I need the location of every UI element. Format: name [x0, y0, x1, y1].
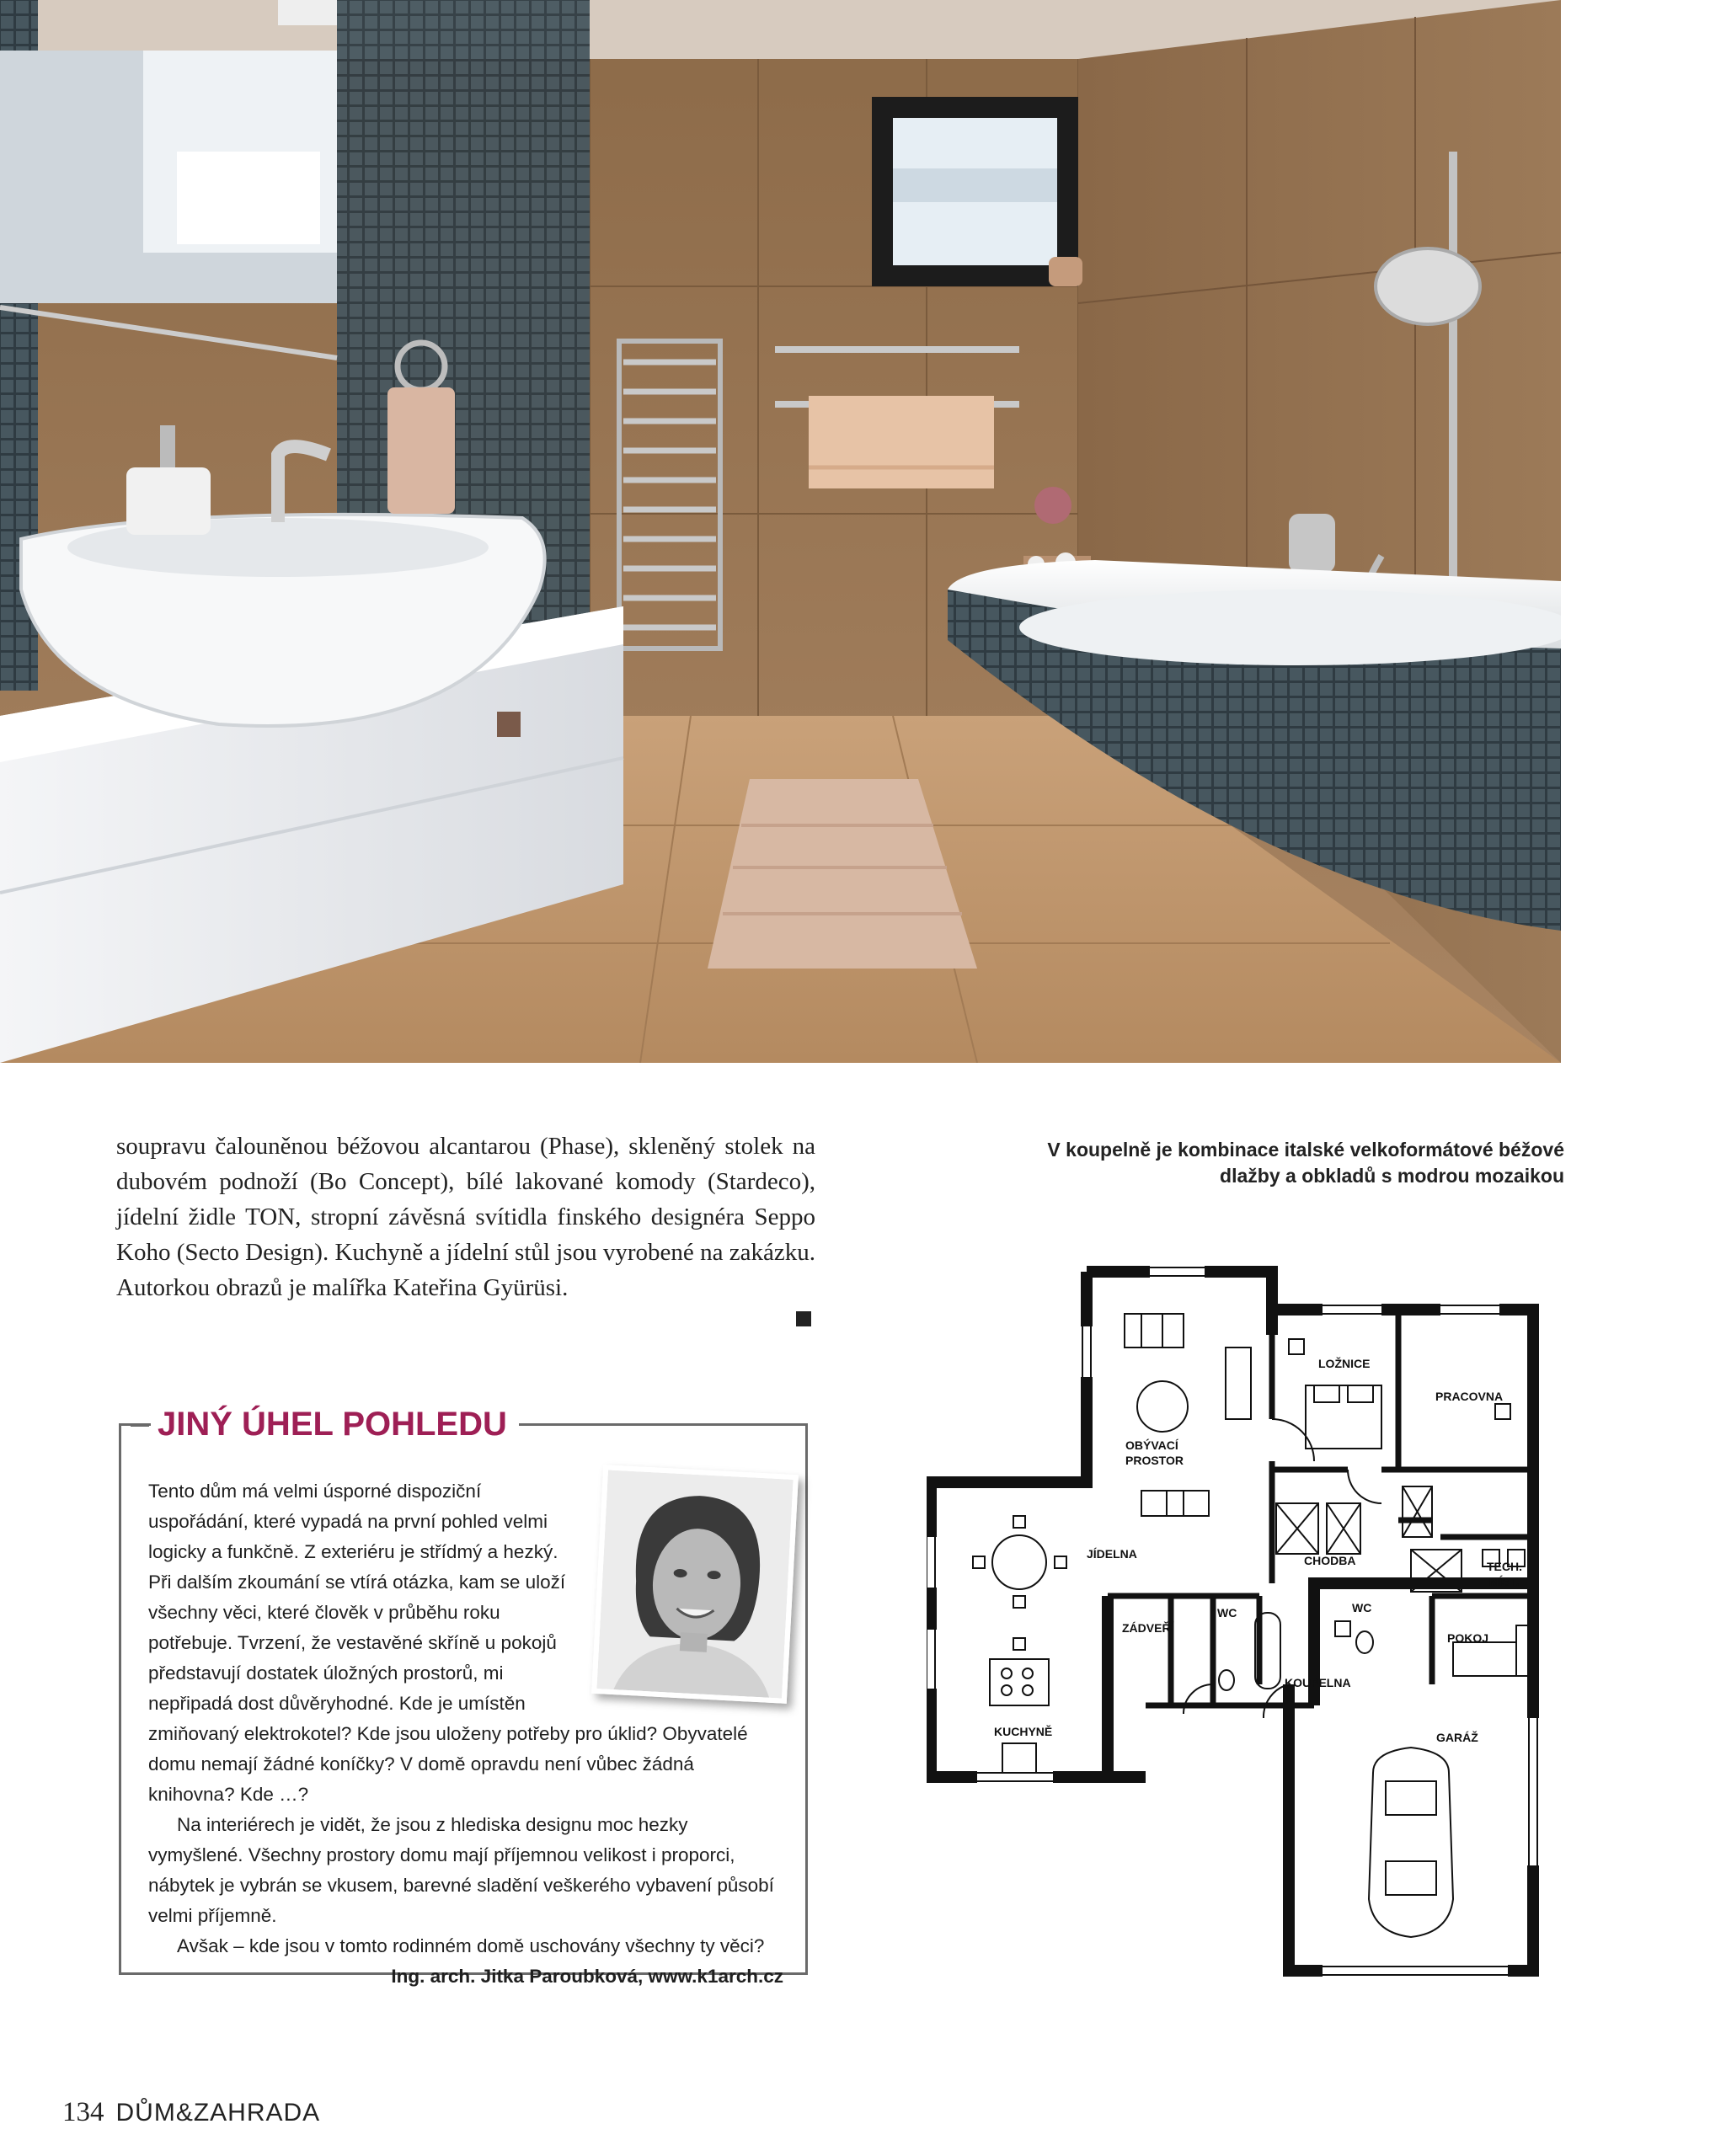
box-paragraph-1: Tento dům má velmi úsporné dispoziční uspořádání, které vypadá na první pohled velmi logicky a funkčně. Z exteriéru je střídmý a hezký. Při dalším zkoumání se vtírá otázka, kam se uloží všechny věci, které člověk v průběhu roku potřebuje. Tvrzení, že vestavěné skříně u pokojů představují dostatek úložných prostorů, mi nepřipadá dost důvěryhodné. Kde je umístěn zmiňovaný elektrokotel? Kde jsou uloženy potřeby pro úklid? Obyvatelé domu nemají žádné koníčky? V domě opravdu není vůbec žádná knihovna? Kde …? — [148, 1481, 748, 1805]
label-pokoj: POKOJ — [1447, 1631, 1489, 1645]
label-obyvaci: OBÝVACÍ — [1125, 1438, 1178, 1452]
label-wc-2: WC — [1352, 1601, 1372, 1614]
magazine-name: DŮM&ZAHRADA — [115, 2099, 321, 2127]
label-pracovna: PRACOVNA — [1435, 1390, 1504, 1403]
page-footer — [62, 2097, 320, 2128]
end-of-article-square — [796, 1311, 811, 1326]
photo-caption — [977, 1137, 1564, 1189]
caption-line-1: V koupelně je kombinace italské velkoformátové béžové — [1047, 1139, 1564, 1161]
label-chodba: CHODBA — [1304, 1554, 1356, 1567]
label-prostor: PROSTOR — [1125, 1454, 1184, 1467]
box-paragraph-3: Avšak – kde jsou v tomto rodinném domě uschovány všechny ty věci? — [177, 1935, 765, 1956]
bathroom-photo — [0, 0, 1561, 1063]
label-kuchyne: KUCHYNĚ — [994, 1725, 1053, 1738]
label-koupelna: KOUPELNA — [1285, 1676, 1351, 1689]
article-text-continuation: soupravu čalouněnou béžovou alcantarou (Phase), skleněný stolek na dubovém podnoží (Bo Concept), bílé lakované komody (Stardeco), jídelní židle TON, stropní závěsná svítidla finského designéra Seppo Koho (Secto Design). Kuchyně a jídelní stůl jsou vyrobené na zakázku. Autorkou obrazů je malířka Kateřina Gyürüsi. — [116, 1133, 815, 1301]
label-tech: TECH. — [1487, 1560, 1522, 1573]
label-mist: MÍST. — [1489, 1575, 1520, 1588]
label-wc-1: WC — [1217, 1606, 1237, 1620]
page-number: 134 — [62, 2097, 104, 2127]
label-garaz: GARÁŽ — [1436, 1731, 1478, 1744]
expert-opinion-box — [119, 1406, 808, 1987]
label-jidelna: JÍDELNA — [1087, 1547, 1137, 1561]
label-loznice: LOŽNICE — [1318, 1357, 1371, 1370]
caption-line-2: dlažby a obkladů s modrou mozaikou — [1220, 1165, 1564, 1187]
box-text — [148, 1476, 783, 1992]
box-paragraph-2: Na interiérech je vidět, že jsou z hlediska designu moc hezky vymyšlené. Všechny prostory domu mají příjemnou velikost i proporci, nábytek je vybrán se vkusem, barevné sladění veškerého vybavení působí velmi příjemně. — [148, 1814, 774, 1926]
box-title: JINÝ ÚHEL POHLEDU — [151, 1402, 519, 1446]
author-signature: Ing. arch. Jitka Paroubková, www.k1arch.cz — [391, 1966, 783, 1987]
label-zadveri: ZÁDVEŘÍ — [1122, 1621, 1174, 1635]
floor-plan — [927, 1259, 1567, 1983]
